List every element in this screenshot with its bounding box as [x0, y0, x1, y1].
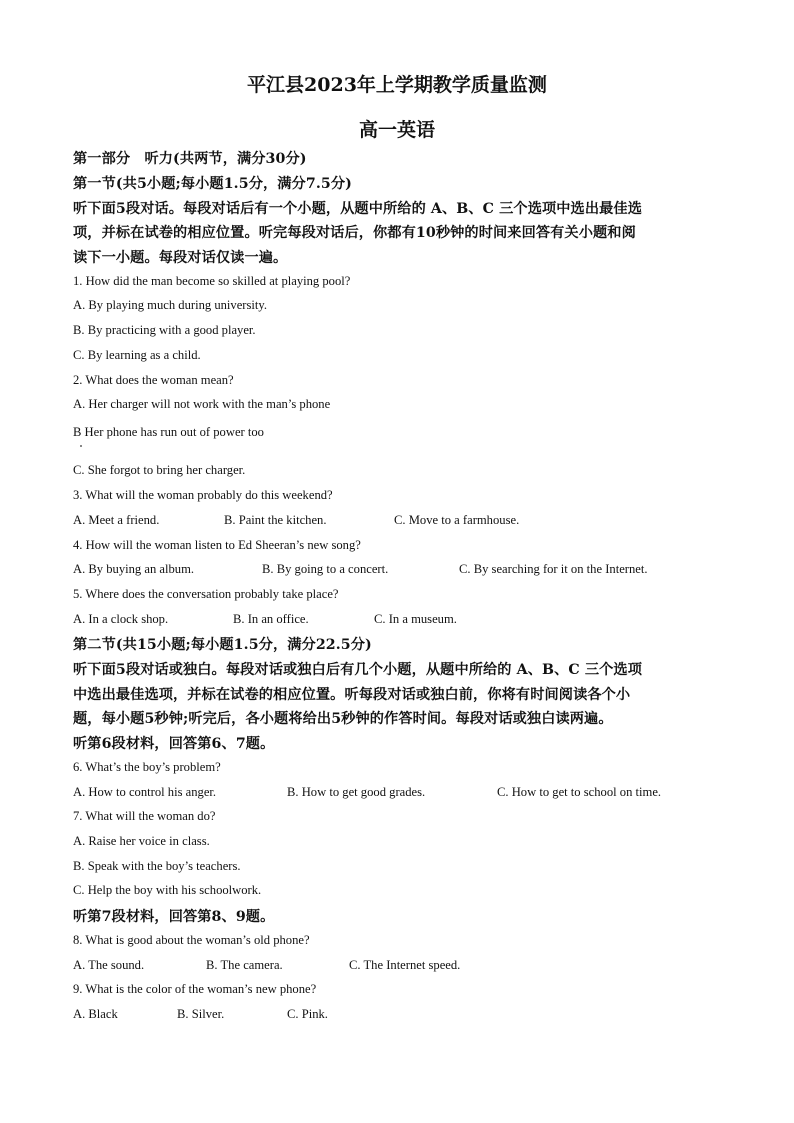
option-c: C. Move to a farmhouse.: [394, 513, 520, 527]
option-a: A. By playing much during university.: [73, 298, 268, 312]
option-c: C. Pink.: [287, 1007, 328, 1021]
option-a: A. The sound.: [73, 958, 145, 972]
part-heading: 第一部分 听力(共两节，满分30分): [73, 151, 307, 167]
option-a: A. Meet a friend.: [73, 513, 160, 527]
option-b: B. Paint the kitchen.: [224, 513, 327, 527]
option-a: A. By buying an album.: [73, 562, 195, 576]
instruction-line: 中选出最佳选项，并标在试卷的相应位置。听每段对话或独白前，你将有时间阅读各个小: [73, 687, 631, 703]
option-b: B. By practicing with a good player.: [73, 323, 256, 337]
option-c: C. The Internet speed.: [349, 958, 461, 972]
option-b: B. Silver.: [177, 1007, 225, 1021]
exam-subtitle: 高一英语: [358, 119, 435, 141]
section-heading: 第二节(共15小题;每小题1.5分，满分22.5分): [73, 637, 372, 653]
option-b: B Her phone has run out of power too: [73, 425, 264, 439]
question-stem: 3. What will the woman probably do this weekend?: [73, 488, 333, 502]
question-stem: 5. Where does the conversation probably take place?: [73, 587, 339, 601]
option-a: A. Her charger will not work with the man’s phone: [73, 397, 331, 411]
question-stem: 9. What is the color of the woman’s new phone?: [73, 982, 317, 996]
listening-material-heading: 听第7段材料，回答第8、9题。: [73, 909, 275, 925]
stray-dot: [80, 445, 82, 447]
question-stem: 4. How will the woman listen to Ed Sheeran’s new song?: [73, 538, 361, 552]
section-heading: 第一节(共5小题;每小题1.5分，满分7.5分): [73, 176, 352, 192]
option-c: C. Help the boy with his schoolwork.: [73, 883, 262, 897]
option-b: B. In an office.: [233, 612, 309, 626]
option-c: C. By searching for it on the Internet.: [459, 562, 648, 576]
option-b: B. The camera.: [206, 958, 283, 972]
instruction-line: 听下面5段对话。每段对话后有一个小题，从题中所给的 A、B、C 三个选项中选出最佳选: [73, 201, 642, 217]
option-a: A. Black: [73, 1007, 118, 1021]
instruction-line: 项，并标在试卷的相应位置。听完每段对话后，你都有10秒钟的时间来回答有关小题和阅: [73, 225, 636, 241]
option-c: C. In a museum.: [374, 612, 457, 626]
question-stem: 7. What will the woman do?: [73, 809, 216, 823]
question-stem: 6. What’s the boy’s problem?: [73, 760, 221, 774]
option-c: C. She forgot to bring her charger.: [73, 463, 246, 477]
option-c: C. How to get to school on time.: [497, 785, 662, 799]
question-stem: 1. How did the man become so skilled at playing pool?: [73, 274, 351, 288]
option-c: C. By learning as a child.: [73, 348, 201, 362]
question-stem: 2. What does the woman mean?: [73, 373, 234, 387]
option-b: B. How to get good grades.: [287, 785, 426, 799]
option-a: A. How to control his anger.: [73, 785, 217, 799]
option-a: A. In a clock shop.: [73, 612, 169, 626]
option-b: B. Speak with the boy’s teachers.: [73, 859, 241, 873]
exam-title: 平江县2023年上学期教学质量监测: [247, 74, 547, 96]
listening-material-heading: 听第6段材料，回答第6、7题。: [73, 736, 275, 752]
option-a: A. Raise her voice in class.: [73, 834, 210, 848]
question-stem: 8. What is good about the woman’s old phone?: [73, 933, 310, 947]
instruction-line: 读下一小题。每段对话仅读一遍。: [73, 250, 288, 266]
option-b: B. By going to a concert.: [262, 562, 389, 576]
instruction-line: 题，每小题5秒钟;听完后，各小题将给出5秒钟的作答时间。每段对话或独白读两遍。: [73, 711, 613, 727]
instruction-line: 听下面5段对话或独白。每段对话或独白后有几个小题，从题中所给的 A、B、C 三个选项: [73, 662, 642, 678]
